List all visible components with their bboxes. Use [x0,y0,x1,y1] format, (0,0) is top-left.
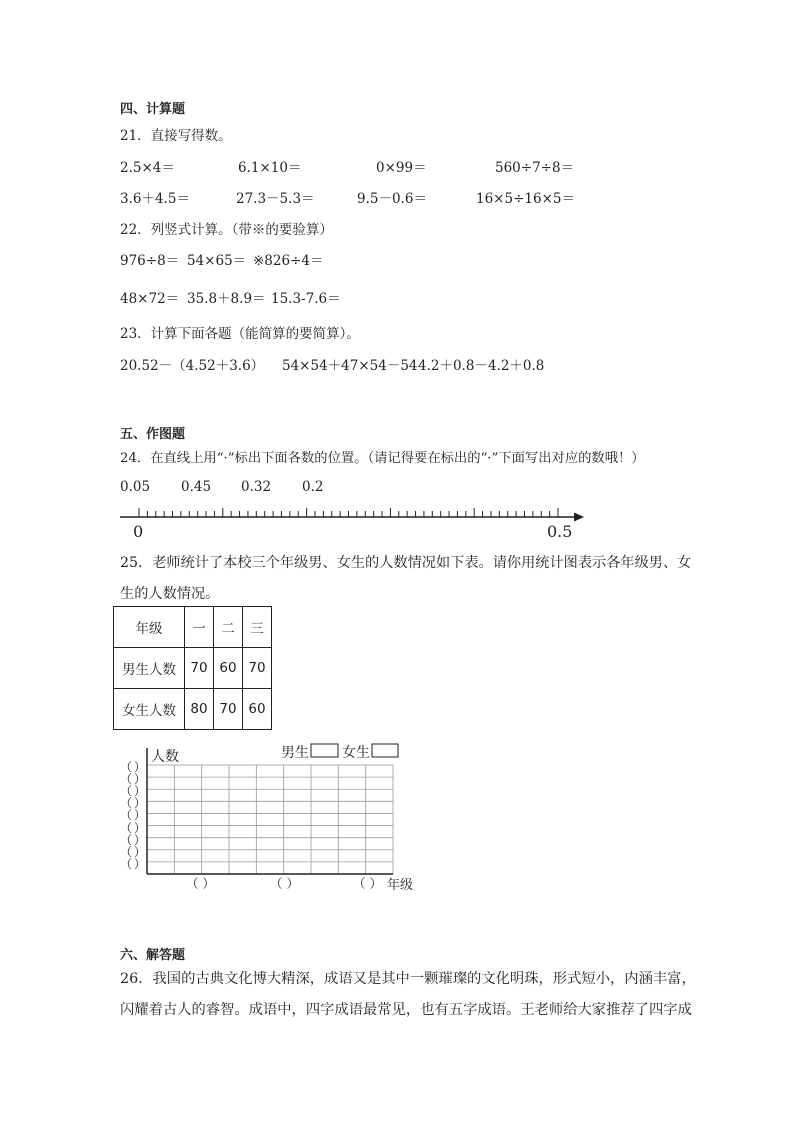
q21-item: 9.5－0.6＝ [357,191,427,207]
chart-y-blank[interactable]: （ ） [120,772,145,787]
legend-male-box [311,744,338,757]
chart-x-title: 年级 [387,878,414,893]
q22-item: 35.8＋8.9＝ [187,291,266,307]
q22-item: 48×72＝ [120,291,180,307]
q23-item: 20.52－（4.52＋3.6） [120,358,265,374]
table-header-cell: 一 [185,607,214,648]
q25-prompt-line1: 25．老师统计了本校三个年级男、女生的人数情况如下表。请你用统计图表示各年级男、女 [120,555,692,571]
table-header-cell: 二 [214,607,243,648]
chart-y-blank[interactable]: （ ） [120,820,145,835]
number-line-start-label: 0 [133,522,144,541]
q21-item: 0×99＝ [376,160,427,176]
table-header-cell: 三 [243,607,272,648]
q26-line1: 26．我国的古典文化博大精深，成语又是其中一颗璀璨的文化明珠，形式短小，内涵丰富， [120,971,696,987]
q21-item: 6.1×10＝ [238,160,302,176]
chart-x-blank[interactable]: （ ） [353,876,382,891]
q22-prompt: 22．列竖式计算。（带※的要验算） [120,222,333,238]
chart-grid [147,765,393,874]
q21-item: 560÷7÷8＝ [495,160,575,176]
section4-title: 四、计算题 [120,102,186,117]
table-cell: 70 [243,648,272,689]
table-cell: 70 [185,648,214,689]
chart-y-blank[interactable]: （ ） [120,832,145,847]
chart-y-title: 人数 [151,749,179,765]
q24-number: 0.32 [241,479,272,495]
q23-item: 4.2＋0.8－4.2＋0.8 [418,358,545,374]
table-cell: 60 [243,689,272,730]
q24-number: 0.45 [181,479,212,495]
table-cell: 80 [185,689,214,730]
table-row-label: 女生人数 [114,689,185,730]
chart-y-blank[interactable]: （ ） [120,808,145,823]
chart-x-blank[interactable]: （ ） [186,876,215,891]
legend-male-label: 男生 [281,745,309,761]
q21-prompt: 21．直接写得数。 [120,128,232,144]
chart-y-blank[interactable]: （ ） [120,796,145,811]
q26-line2: 闪耀着古人的睿智。成语中，四字成语最常见，也有五字成语。王老师给大家推荐了四字成 [120,1002,692,1018]
q21-item: 2.5×4＝ [120,160,175,176]
q25-prompt-line2: 生的人数情况。 [120,586,220,602]
q23-prompt: 23．计算下面各题（能简算的要简算）。 [120,326,360,342]
q22-item: 976÷8＝ [120,253,180,269]
q21-item: 16×5÷16×5＝ [476,191,575,207]
q21-item: 27.3－5.3＝ [236,191,315,207]
q22-item: 15.3-7.6＝ [271,291,341,307]
q24-number: 0.05 [120,479,151,495]
q24-prompt: 24．在直线上用“·”标出下面各数的位置。（请记得要在标出的“·”下面写出对应的数哦！） [120,451,645,466]
chart-x-blank[interactable]: （ ） [270,876,299,891]
table-row-label: 男生人数 [114,648,185,689]
legend-female-label: 女生 [342,745,370,761]
chart-y-blank[interactable]: （ ） [120,784,145,799]
chart-y-blank[interactable]: （ ） [120,760,145,774]
section6-title: 六、解答题 [120,948,186,963]
legend-female-box [372,744,398,757]
chart-y-blank[interactable]: （ ） [120,856,145,871]
q22-item: 54×65＝ [187,253,247,269]
section5-title: 五、作图题 [120,427,186,442]
q21-item: 3.6＋4.5＝ [120,191,190,207]
table-header-cell: 年级 [114,607,185,648]
table-cell: 60 [214,648,243,689]
number-line-end-label: 0.5 [547,522,573,541]
q22-item: ※826÷4＝ [253,253,324,269]
q24-number: 0.2 [302,479,324,495]
table-cell: 70 [214,689,243,730]
q23-item: 54×54＋47×54－54 [282,358,418,374]
chart-y-blank[interactable]: （ ） [120,844,145,859]
